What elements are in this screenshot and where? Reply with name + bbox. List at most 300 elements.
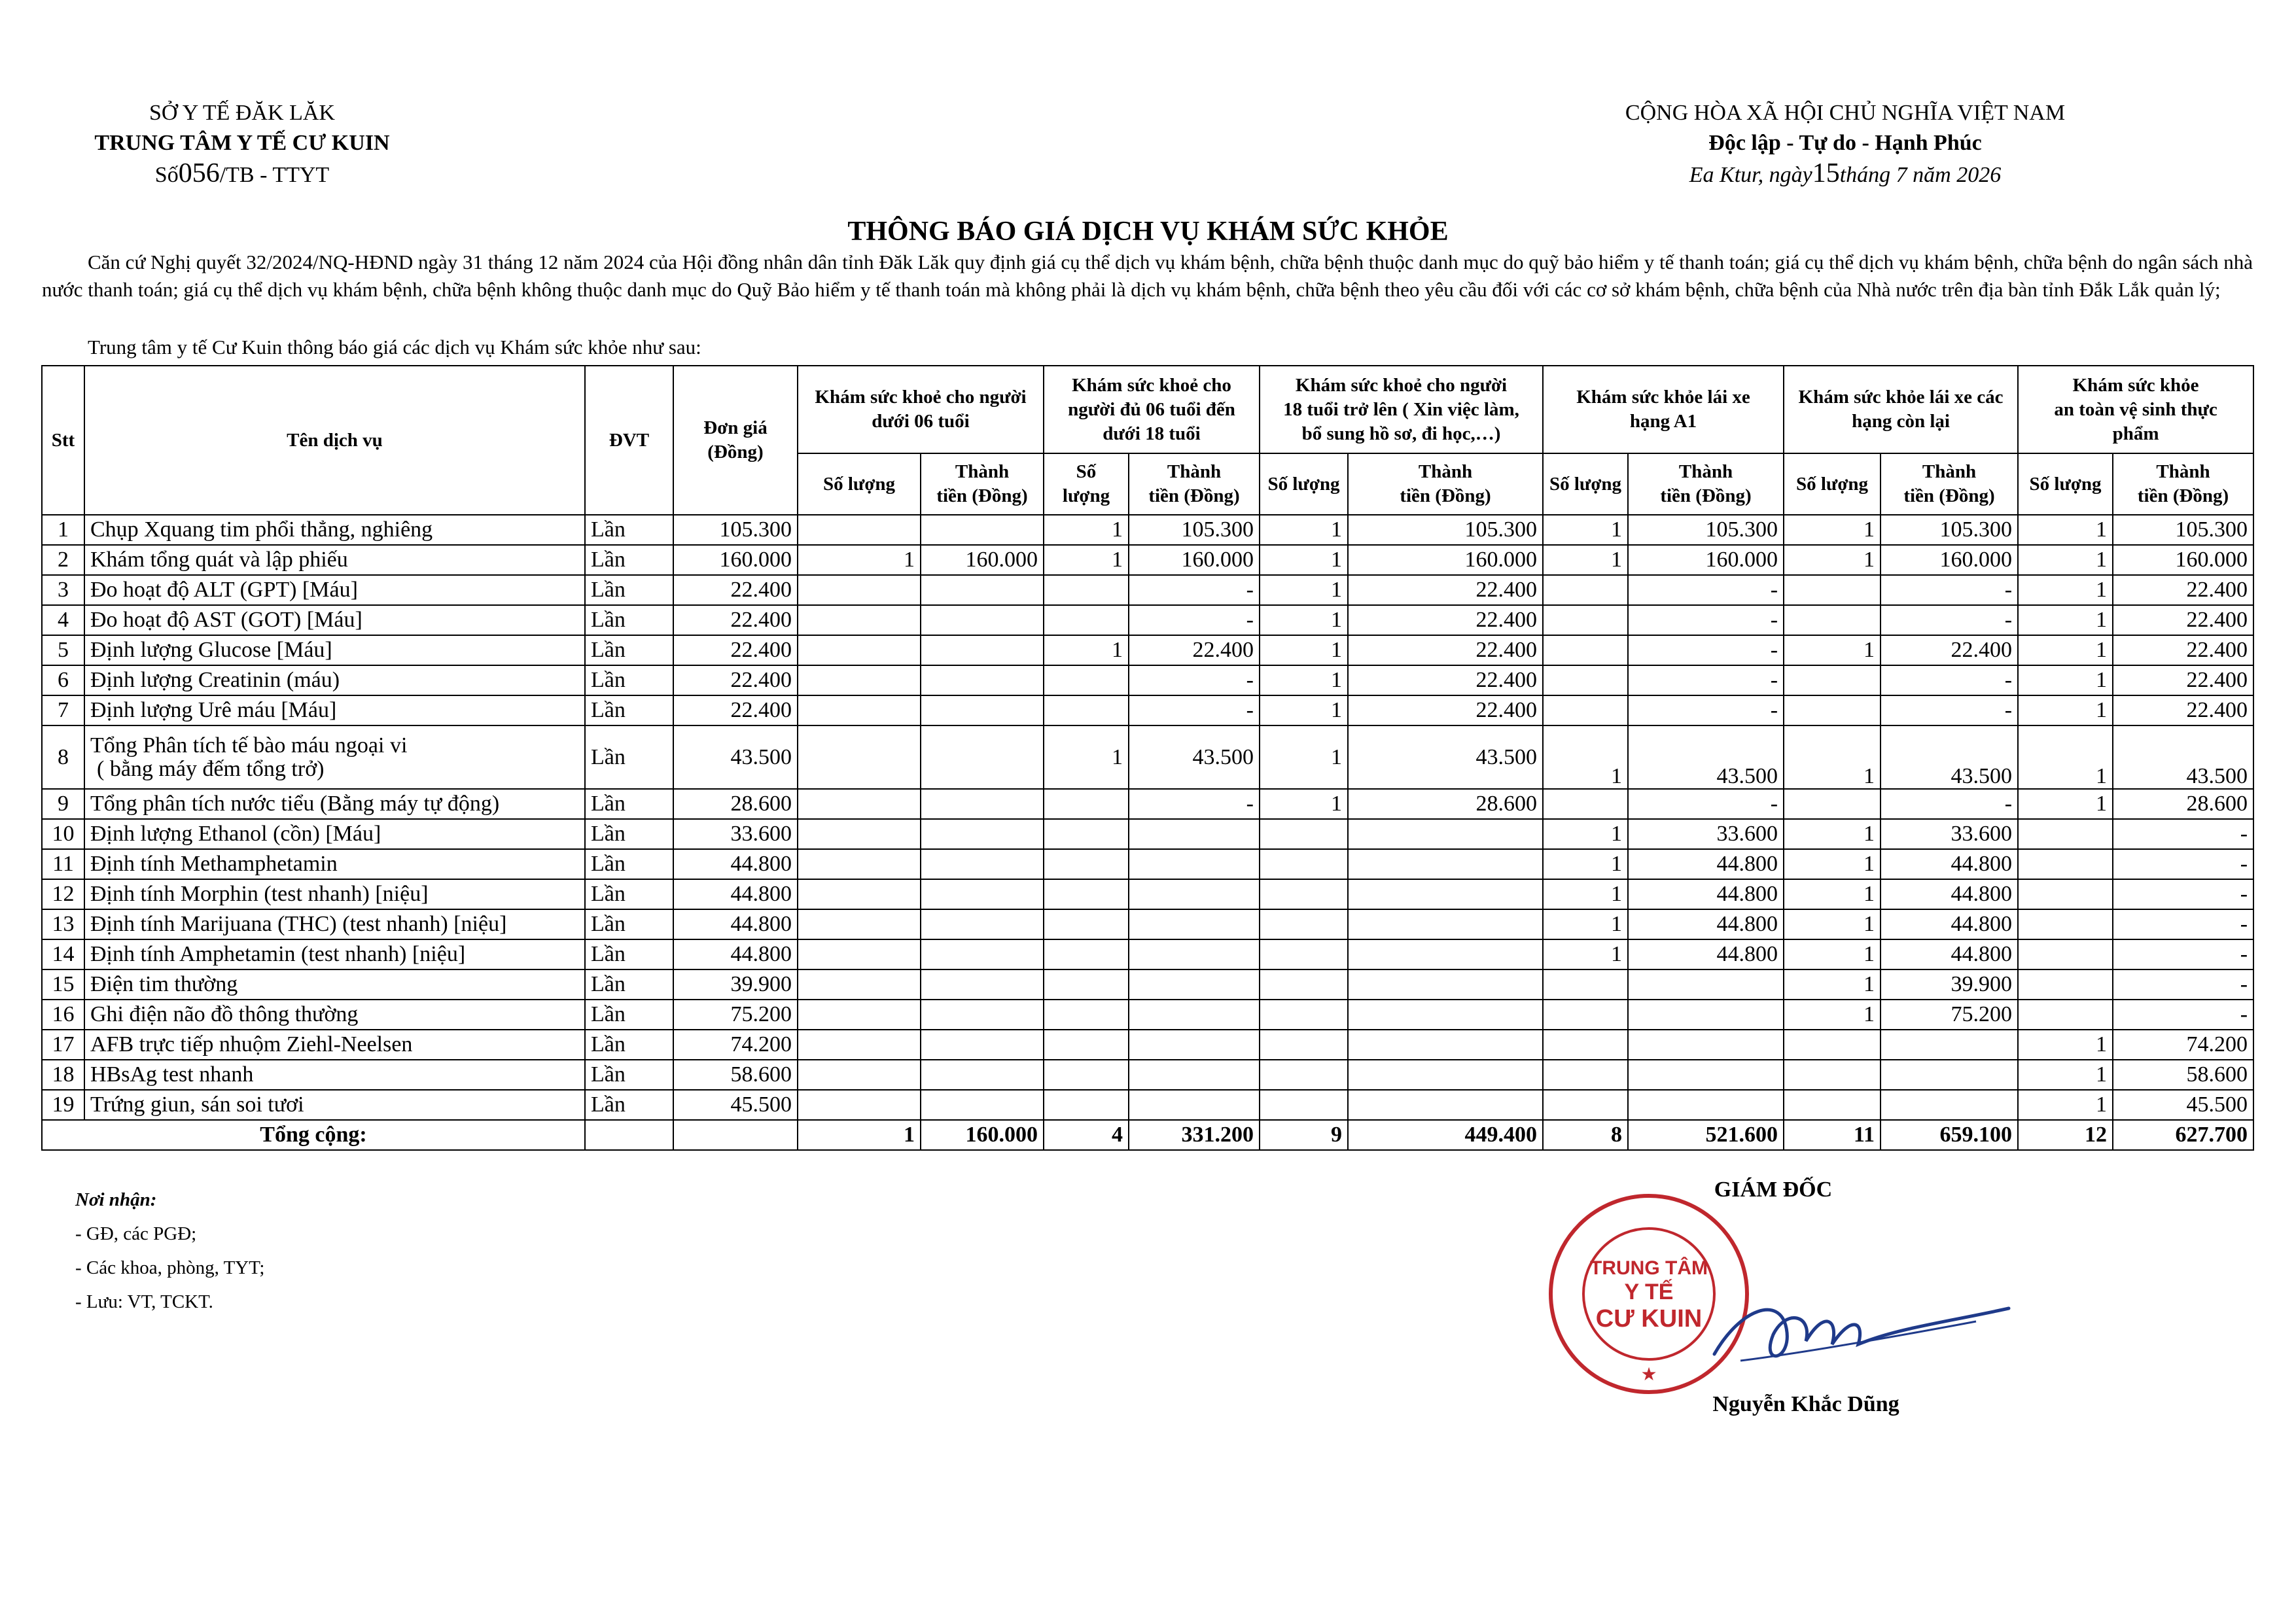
- row-amount: 160.000: [1129, 545, 1260, 575]
- header-left: [72, 98, 412, 190]
- row-qty: 1: [1260, 635, 1348, 665]
- row-amount: [921, 575, 1044, 605]
- row-price: 39.900: [673, 969, 798, 1000]
- row-amount: -: [1628, 575, 1784, 605]
- row-amount: 44.800: [1628, 849, 1784, 879]
- row-price: 45.500: [673, 1090, 798, 1120]
- amount-line: Thành: [1167, 461, 1222, 482]
- total-qty: 12: [2018, 1120, 2113, 1150]
- row-qty: [2018, 819, 2113, 849]
- row-qty: [1784, 665, 1881, 695]
- row-qty: [1543, 1000, 1628, 1030]
- row-price: 22.400: [673, 605, 798, 635]
- row-stt: 15: [42, 969, 84, 1000]
- row-qty: 1: [1784, 725, 1881, 789]
- group-line: dưới 18 tuổi: [1103, 423, 1201, 444]
- row-amount: 45.500: [2113, 1090, 2253, 1120]
- center-name: TRUNG TÂM Y TẾ CƯ KUIN: [94, 131, 390, 155]
- row-amount: 22.400: [1348, 665, 1543, 695]
- row-amount: 105.300: [2113, 515, 2253, 545]
- group-line: bổ sung hồ sơ, đi học,…): [1301, 423, 1501, 444]
- total-empty: [585, 1120, 673, 1150]
- row-qty: [1044, 695, 1129, 725]
- row-qty: [1260, 879, 1348, 909]
- row-amount: 22.400: [1348, 695, 1543, 725]
- row-qty: 1: [1543, 819, 1628, 849]
- row-stt: 18: [42, 1060, 84, 1090]
- group-line: người đủ 06 tuổi đến: [1068, 398, 1235, 420]
- row-price: 33.600: [673, 819, 798, 849]
- row-qty: 1: [1784, 819, 1881, 849]
- row-qty: 1: [1044, 725, 1129, 789]
- motto: Độc lập - Tự do - Hạnh Phúc: [1708, 131, 1982, 155]
- amount-line: tiền (Đồng): [2137, 485, 2229, 506]
- total-amount: 331.200: [1129, 1120, 1260, 1150]
- director-title: GIÁM ĐỐC: [1714, 1178, 1833, 1202]
- row-amount: 74.200: [2113, 1030, 2253, 1060]
- row-amount: [1348, 1030, 1543, 1060]
- amount-line: tiền (Đồng): [1400, 485, 1491, 506]
- row-unit: Lần: [585, 1090, 673, 1120]
- group-header: [1260, 366, 1543, 453]
- row-qty: [1044, 605, 1129, 635]
- row-amount: -: [1881, 695, 2018, 725]
- group-line: 18 tuổi trở lên ( Xin việc làm,: [1283, 398, 1519, 420]
- col-price: [673, 366, 798, 515]
- row-amount: 44.800: [1881, 849, 2018, 879]
- signature-icon: [1701, 1282, 2015, 1380]
- row-qty: [1784, 789, 1881, 819]
- row-amount: [921, 939, 1044, 969]
- row-qty: [798, 939, 921, 969]
- group-line: hạng còn lại: [1852, 411, 1950, 432]
- row-qty: [1784, 1090, 1881, 1120]
- amount-line: Thành: [955, 461, 1010, 482]
- row-qty: 1: [1543, 939, 1628, 969]
- stamp-line1: TRUNG TÂM: [1590, 1257, 1708, 1279]
- recipients: [75, 1183, 264, 1319]
- date-prefix: Ea Ktur, ngày: [1689, 163, 1812, 187]
- row-qty: [798, 695, 921, 725]
- row-qty: [1543, 789, 1628, 819]
- total-amount: 521.600: [1628, 1120, 1784, 1150]
- row-amount: [1129, 909, 1260, 939]
- row-amount: [1348, 849, 1543, 879]
- row-stt: 11: [42, 849, 84, 879]
- row-amount: 39.900: [1881, 969, 2018, 1000]
- row-qty: [1784, 1060, 1881, 1090]
- total-label: Tổng cộng:: [42, 1120, 585, 1150]
- row-qty: 1: [2018, 575, 2113, 605]
- row-unit: Lần: [585, 1000, 673, 1030]
- row-amount: 160.000: [1881, 545, 2018, 575]
- row-amount: 22.400: [1348, 575, 1543, 605]
- row-amount: [921, 969, 1044, 1000]
- row-qty: 1: [1784, 879, 1881, 909]
- header-right: [1498, 98, 2192, 190]
- qty-line: Số: [1076, 461, 1097, 482]
- row-qty: [798, 1090, 921, 1120]
- row-stt: 19: [42, 1090, 84, 1120]
- total-qty: 11: [1784, 1120, 1881, 1150]
- row-amount: [921, 789, 1044, 819]
- row-amount: [921, 1000, 1044, 1030]
- row-amount: [921, 819, 1044, 849]
- row-stt: 10: [42, 819, 84, 849]
- row-qty: [1260, 1030, 1348, 1060]
- date-day: 15: [1812, 158, 1840, 188]
- row-price: 22.400: [673, 695, 798, 725]
- group-line: Khám sức khoẻ cho: [1072, 374, 1231, 396]
- preamble: Căn cứ Nghị quyết 32/2024/NQ-HĐND ngày 31 tháng 12 năm 2024 của Hội đồng nhân dân tỉnh Đăk Lăk quy định giá cụ thể dịch vụ khám bệnh, chữa bệnh thuộc danh mục do quỹ bảo hiểm y tế thanh toán; giá cụ thể dịch vụ khám bệnh, chữa bệnh do ngân sách nhà nước thanh toán; giá cụ thể dịch vụ khám bệnh, chữa bệnh không thuộc danh mục do Quỹ Bảo hiểm y tế thanh toán mà không phải là dịch vụ khám bệnh, chữa bệnh theo yêu cầu đối với các cơ sở khám bệnh, chữa bệnh của Nhà nước trên địa bàn tỉnh Đắk Lắk quản lý;: [42, 251, 2253, 301]
- table-row: [42, 1090, 2253, 1120]
- row-amount: 43.500: [1628, 725, 1784, 789]
- group-header: [1543, 366, 1784, 453]
- table-row: [42, 635, 2253, 665]
- total-qty: 4: [1044, 1120, 1129, 1150]
- row-price: 105.300: [673, 515, 798, 545]
- row-amount: [1348, 939, 1543, 969]
- table-row: [42, 695, 2253, 725]
- row-price: 160.000: [673, 545, 798, 575]
- row-amount: [1348, 819, 1543, 849]
- row-qty: [1784, 1030, 1881, 1060]
- row-name-line2: ( bằng máy đếm tổng trở): [97, 756, 325, 781]
- amount-line: Thành: [1922, 461, 1977, 482]
- row-amount: [1348, 969, 1543, 1000]
- row-unit: Lần: [585, 939, 673, 969]
- row-amount: 75.200: [1881, 1000, 2018, 1030]
- row-qty: [798, 665, 921, 695]
- row-stt: 12: [42, 879, 84, 909]
- row-qty: [798, 575, 921, 605]
- number-suffix: /TB - TTYT: [219, 163, 330, 187]
- group-line: hạng A1: [1629, 411, 1697, 432]
- row-amount: [921, 909, 1044, 939]
- row-qty: [1543, 575, 1628, 605]
- row-qty: 1: [1260, 725, 1348, 789]
- row-amount: -: [1881, 605, 2018, 635]
- total-amount: 627.700: [2113, 1120, 2253, 1150]
- row-amount: 44.800: [1881, 939, 2018, 969]
- total-qty: 1: [798, 1120, 921, 1150]
- table-row: [42, 605, 2253, 635]
- row-amount: [1881, 1060, 2018, 1090]
- col-stt: Stt: [42, 366, 84, 515]
- qty-header: Số lượng: [1260, 453, 1348, 515]
- row-name: Định tính Marijuana (THC) (test nhanh) [niệu]: [84, 909, 585, 939]
- row-amount: -: [1129, 665, 1260, 695]
- recipients-title: Nơi nhận:: [75, 1189, 157, 1210]
- row-qty: 1: [2018, 725, 2113, 789]
- row-amount: 43.500: [1348, 725, 1543, 789]
- amount-header: [1129, 453, 1260, 515]
- row-stt: 5: [42, 635, 84, 665]
- row-qty: [1543, 969, 1628, 1000]
- row-qty: [1543, 1030, 1628, 1060]
- table-row: [42, 939, 2253, 969]
- page-title: THÔNG BÁO GIÁ DỊCH VỤ KHÁM SỨC KHỎE: [847, 217, 1449, 247]
- row-amount: 105.300: [1129, 515, 1260, 545]
- row-amount: -: [1129, 575, 1260, 605]
- row-qty: [798, 819, 921, 849]
- row-qty: 1: [1260, 665, 1348, 695]
- row-unit: Lần: [585, 819, 673, 849]
- intro-text: Trung tâm y tế Cư Kuin thông báo giá các dịch vụ Khám sức khỏe như sau:: [88, 336, 701, 358]
- total-row: [42, 1120, 2253, 1150]
- row-qty: 1: [1260, 695, 1348, 725]
- row-name: Định tính Morphin (test nhanh) [niệu]: [84, 879, 585, 909]
- row-qty: [1543, 635, 1628, 665]
- amount-header: [2113, 453, 2253, 515]
- amount-line: tiền (Đồng): [1148, 485, 1240, 506]
- row-qty: 1: [1260, 515, 1348, 545]
- table-row: [42, 575, 2253, 605]
- row-amount: [1348, 1090, 1543, 1120]
- row-unit: Lần: [585, 695, 673, 725]
- row-name: Tổng phân tích nước tiểu (Bằng máy tự động): [84, 789, 585, 819]
- row-name: Định lượng Urê máu [Máu]: [84, 695, 585, 725]
- row-qty: 1: [2018, 635, 2113, 665]
- date-suffix: tháng 7 năm 2026: [1839, 163, 2002, 187]
- row-qty: [1044, 879, 1129, 909]
- row-amount: 58.600: [2113, 1060, 2253, 1090]
- row-unit: Lần: [585, 909, 673, 939]
- row-qty: 1: [2018, 695, 2113, 725]
- group-line: dưới 06 tuổi: [872, 411, 970, 432]
- row-qty: 1: [1543, 725, 1628, 789]
- row-unit: Lần: [585, 1030, 673, 1060]
- row-amount: 22.400: [1881, 635, 2018, 665]
- amount-line: tiền (Đồng): [1903, 485, 1995, 506]
- row-amount: [921, 635, 1044, 665]
- row-unit: Lần: [585, 515, 673, 545]
- row-name: Trứng giun, sán soi tươi: [84, 1090, 585, 1120]
- row-name: AFB trực tiếp nhuộm Ziehl-Neelsen: [84, 1030, 585, 1060]
- row-qty: [798, 879, 921, 909]
- row-price: 44.800: [673, 909, 798, 939]
- recipient-item: - GĐ, các PGĐ;: [75, 1223, 197, 1244]
- number-value: 056: [178, 158, 220, 188]
- row-qty: [1044, 939, 1129, 969]
- row-qty: [1260, 939, 1348, 969]
- row-qty: [1044, 575, 1129, 605]
- row-qty: [1260, 849, 1348, 879]
- row-qty: [798, 849, 921, 879]
- row-price: 22.400: [673, 665, 798, 695]
- row-qty: [1044, 909, 1129, 939]
- row-name: Khám tổng quát và lập phiếu: [84, 545, 585, 575]
- row-qty: [1044, 1030, 1129, 1060]
- amount-line: tiền (Đồng): [936, 485, 1028, 506]
- row-price: 74.200: [673, 1030, 798, 1060]
- col-price-l2: (Đồng): [707, 442, 764, 462]
- row-qty: 1: [1543, 545, 1628, 575]
- group-line: an toàn vệ sinh thực: [2054, 398, 2217, 420]
- group-line: phẩm: [2112, 423, 2159, 444]
- row-stt: 1: [42, 515, 84, 545]
- table-row: [42, 909, 2253, 939]
- row-amount: -: [2113, 1000, 2253, 1030]
- row-qty: [798, 1000, 921, 1030]
- row-name: HBsAg test nhanh: [84, 1060, 585, 1090]
- recipient-item: - Các khoa, phòng, TYT;: [75, 1257, 265, 1278]
- row-amount: [1628, 1030, 1784, 1060]
- row-qty: [798, 969, 921, 1000]
- row-amount: [1348, 879, 1543, 909]
- row-qty: [1543, 1060, 1628, 1090]
- row-name: Định lượng Creatinin (máu): [84, 665, 585, 695]
- row-amount: 105.300: [1881, 515, 2018, 545]
- row-amount: -: [1129, 789, 1260, 819]
- row-name: Định lượng Glucose [Máu]: [84, 635, 585, 665]
- table-row: [42, 515, 2253, 545]
- row-amount: 44.800: [1881, 879, 2018, 909]
- row-amount: -: [1129, 695, 1260, 725]
- row-qty: [2018, 849, 2113, 879]
- stamp-line3: CƯ KUIN: [1595, 1305, 1703, 1333]
- col-service-name: Tên dịch vụ: [84, 366, 585, 515]
- row-amount: 160.000: [921, 545, 1044, 575]
- row-price: 22.400: [673, 635, 798, 665]
- row-amount: [921, 515, 1044, 545]
- row-amount: 44.800: [1628, 939, 1784, 969]
- amount-line: Thành: [2156, 461, 2210, 482]
- row-name: [84, 725, 585, 789]
- row-price: 75.200: [673, 1000, 798, 1030]
- row-amount: [1881, 1090, 2018, 1120]
- row-amount: [1129, 819, 1260, 849]
- group-header: [2018, 366, 2253, 453]
- row-qty: [2018, 909, 2113, 939]
- total-amount: 160.000: [921, 1120, 1044, 1150]
- row-amount: 105.300: [1628, 515, 1784, 545]
- row-qty: 1: [1784, 545, 1881, 575]
- amount-header: [1881, 453, 2018, 515]
- recipient-item: - Lưu: VT, TCKT.: [75, 1291, 213, 1312]
- amount-line: Thành: [1678, 461, 1733, 482]
- group-header: [1784, 366, 2018, 453]
- row-stt: 13: [42, 909, 84, 939]
- nation-name: CỘNG HÒA XÃ HỘI CHỦ NGHĨA VIỆT NAM: [1625, 101, 2066, 125]
- row-unit: Lần: [585, 725, 673, 789]
- total-qty: 9: [1260, 1120, 1348, 1150]
- row-unit: Lần: [585, 605, 673, 635]
- group-header: [798, 366, 1044, 453]
- row-name: Đo hoạt độ ALT (GPT) [Máu]: [84, 575, 585, 605]
- row-amount: [1129, 1000, 1260, 1030]
- row-amount: 105.300: [1348, 515, 1543, 545]
- group-line: Khám sức khoẻ cho người: [1295, 374, 1508, 396]
- row-amount: -: [2113, 879, 2253, 909]
- row-name: Định lượng Ethanol (cồn) [Máu]: [84, 819, 585, 849]
- row-amount: 160.000: [1348, 545, 1543, 575]
- row-qty: [1044, 1000, 1129, 1030]
- amount-header: [1628, 453, 1784, 515]
- row-name: Định tính Amphetamin (test nhanh) [niệu]: [84, 939, 585, 969]
- row-price: 58.600: [673, 1060, 798, 1090]
- row-unit: Lần: [585, 1060, 673, 1090]
- row-amount: [1348, 1060, 1543, 1090]
- row-qty: [798, 635, 921, 665]
- row-amount: [1129, 879, 1260, 909]
- total-qty: 8: [1543, 1120, 1628, 1150]
- row-qty: [1044, 1090, 1129, 1120]
- row-amount: 44.800: [1628, 879, 1784, 909]
- row-price: 44.800: [673, 939, 798, 969]
- table-row: [42, 665, 2253, 695]
- row-qty: 1: [1044, 635, 1129, 665]
- row-amount: -: [1628, 635, 1784, 665]
- row-qty: [2018, 939, 2113, 969]
- row-qty: 1: [1784, 849, 1881, 879]
- row-amount: [1881, 1030, 2018, 1060]
- row-qty: [798, 1060, 921, 1090]
- row-unit: Lần: [585, 545, 673, 575]
- row-name: Đo hoạt độ AST (GOT) [Máu]: [84, 605, 585, 635]
- row-stt: 6: [42, 665, 84, 695]
- row-qty: 1: [2018, 665, 2113, 695]
- row-name: Điện tim thường: [84, 969, 585, 1000]
- group-line: Khám sức khỏe lái xe: [1576, 387, 1750, 408]
- row-amount: [1348, 909, 1543, 939]
- row-qty: 1: [2018, 1060, 2113, 1090]
- row-amount: 28.600: [2113, 789, 2253, 819]
- row-amount: 28.600: [1348, 789, 1543, 819]
- row-amount: 22.400: [1348, 635, 1543, 665]
- row-qty: [798, 515, 921, 545]
- price-table: [41, 365, 2254, 1151]
- row-amount: 22.400: [2113, 665, 2253, 695]
- table-row: [42, 1060, 2253, 1090]
- row-qty: 1: [1260, 605, 1348, 635]
- row-qty: [1784, 575, 1881, 605]
- amount-line: Thành: [1418, 461, 1473, 482]
- issue-date: [1498, 158, 2192, 190]
- row-amount: [921, 1030, 1044, 1060]
- row-qty: [1260, 1090, 1348, 1120]
- row-amount: -: [1129, 605, 1260, 635]
- row-amount: -: [1628, 789, 1784, 819]
- row-unit: Lần: [585, 575, 673, 605]
- row-amount: [921, 605, 1044, 635]
- row-qty: [1260, 969, 1348, 1000]
- row-amount: [1628, 969, 1784, 1000]
- row-amount: -: [2113, 819, 2253, 849]
- row-qty: 1: [1543, 879, 1628, 909]
- row-amount: [921, 1060, 1044, 1090]
- row-qty: 1: [1784, 1000, 1881, 1030]
- row-price: 43.500: [673, 725, 798, 789]
- row-qty: [2018, 1000, 2113, 1030]
- row-amount: -: [1628, 695, 1784, 725]
- row-qty: 1: [798, 545, 921, 575]
- document-number: [72, 158, 412, 190]
- row-name-line1: Tổng Phân tích tế bào máu ngoại vi: [90, 733, 408, 758]
- row-amount: -: [1628, 605, 1784, 635]
- row-amount: 43.500: [1881, 725, 2018, 789]
- row-qty: 1: [1543, 909, 1628, 939]
- row-qty: [1260, 1060, 1348, 1090]
- row-amount: -: [2113, 909, 2253, 939]
- row-qty: [1543, 605, 1628, 635]
- row-amount: [921, 695, 1044, 725]
- row-qty: [1543, 1090, 1628, 1120]
- row-amount: 22.400: [1348, 605, 1543, 635]
- row-qty: 1: [1260, 545, 1348, 575]
- amount-header: [921, 453, 1044, 515]
- row-qty: [1543, 665, 1628, 695]
